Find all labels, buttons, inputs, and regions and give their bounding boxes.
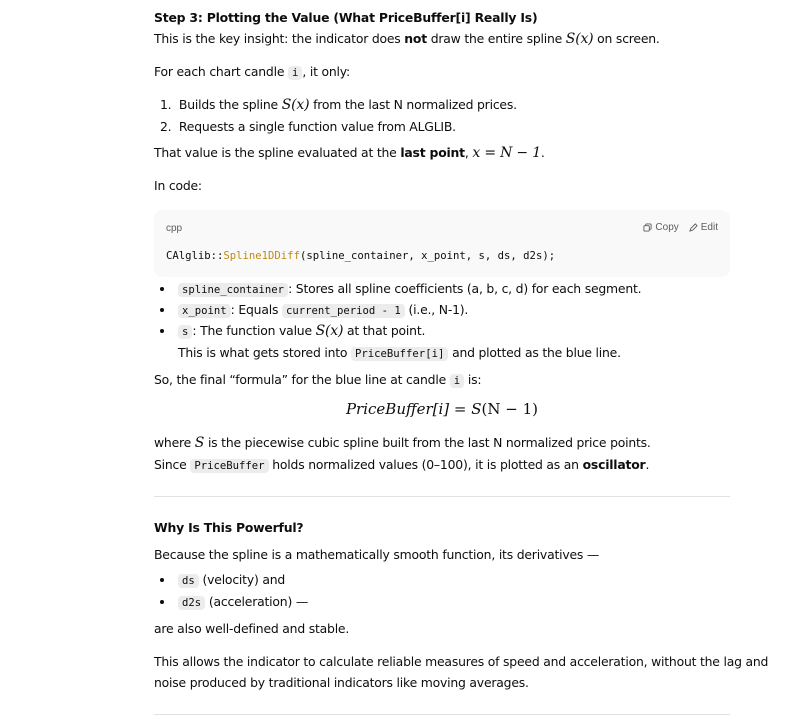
- powerful-heading: Why Is This Powerful?: [154, 520, 304, 535]
- final-formula-paragraph: So, the final “formula” for the blue line at candle i is:: [154, 372, 482, 387]
- edit-icon: [689, 223, 698, 232]
- stored-paragraph: This is what gets stored into PriceBuffer[i] and plotted as the blue line.: [178, 345, 621, 360]
- code-line: CAlglib::Spline1DDiff(spline_container, x_point, s, ds, d2s);: [166, 250, 556, 262]
- inline-code: d2s: [178, 596, 205, 610]
- edit-button[interactable]: Edit: [689, 222, 718, 233]
- bullet-item-ds: ds (velocity) and: [178, 571, 285, 590]
- allows-paragraph-line2: noise produced by traditional indicators like moving averages.: [154, 675, 529, 690]
- ordered-list-item: 1. Builds the spline S(x) from the last N normalized prices.: [160, 97, 517, 113]
- divider: [154, 496, 730, 497]
- allows-paragraph-line1: This allows the indicator to calculate reliable measures of speed and acceleration, without the lag and: [154, 654, 769, 669]
- bullet-dot: [160, 329, 164, 333]
- step3-heading: Step 3: Plotting the Value (What PriceBuffer[i] Really Is): [154, 10, 538, 25]
- bullet-dot: [160, 308, 164, 312]
- bullet-item-spline-container: spline_container : Stores all spline coefficients (a, b, c, d) for each segment.: [178, 280, 641, 299]
- divider: [154, 714, 730, 715]
- inline-code: i: [288, 66, 302, 80]
- stable-paragraph: are also well-defined and stable.: [154, 621, 350, 636]
- math-inline: S: [194, 435, 205, 451]
- bullet-item-s: s : The function value S(x) at that point.: [178, 322, 425, 341]
- copy-button[interactable]: Copy: [643, 222, 678, 233]
- copy-icon: [643, 223, 652, 232]
- in-code-label: In code:: [154, 178, 202, 193]
- bullet-dot: [160, 578, 164, 582]
- where-paragraph: where S is the piecewise cubic spline built from the last N normalized price points.: [154, 435, 651, 451]
- code-language-label: cpp: [166, 223, 183, 234]
- inline-code: x_point: [178, 304, 231, 318]
- inline-code: PriceBuffer: [190, 459, 268, 473]
- math-inline: S(x): [281, 97, 310, 113]
- inline-code: ds: [178, 574, 199, 588]
- code-actions: [643, 222, 718, 233]
- candle-paragraph: For each chart candle i , it only:: [154, 64, 350, 79]
- code-block: [154, 210, 730, 277]
- math-inline: S(x): [565, 31, 594, 47]
- ordered-list-item: 2. Requests a single function value from ALGLIB.: [160, 119, 456, 134]
- insight-paragraph: This is the key insight: the indicator does not draw the entire spline S(x) on screen.: [154, 31, 660, 47]
- inline-code: spline_container: [178, 283, 288, 297]
- math-inline: S(x): [315, 323, 344, 339]
- since-paragraph: Since PriceBuffer holds normalized values (0–100), it is plotted as an oscillator.: [154, 457, 650, 472]
- inline-code: PriceBuffer[i]: [351, 347, 448, 361]
- bullet-dot: [160, 600, 164, 604]
- bullet-item-d2s: d2s (acceleration) —: [178, 593, 308, 612]
- last-point-paragraph: That value is the spline evaluated at the last point, x = N − 1.: [154, 145, 545, 161]
- inline-code: current_period - 1: [282, 304, 405, 318]
- bullet-item-x-point: x_point : Equals current_period - 1 (i.e., N-1).: [178, 301, 468, 320]
- bullet-dot: [160, 287, 164, 291]
- inline-code: s: [178, 325, 192, 339]
- inline-code: i: [450, 374, 464, 388]
- math-inline: x = N − 1: [472, 145, 541, 161]
- derivatives-paragraph: Because the spline is a mathematically smooth function, its derivatives —: [154, 547, 600, 562]
- display-equation: PriceBuffer[i] = S(N − 1): [345, 400, 539, 418]
